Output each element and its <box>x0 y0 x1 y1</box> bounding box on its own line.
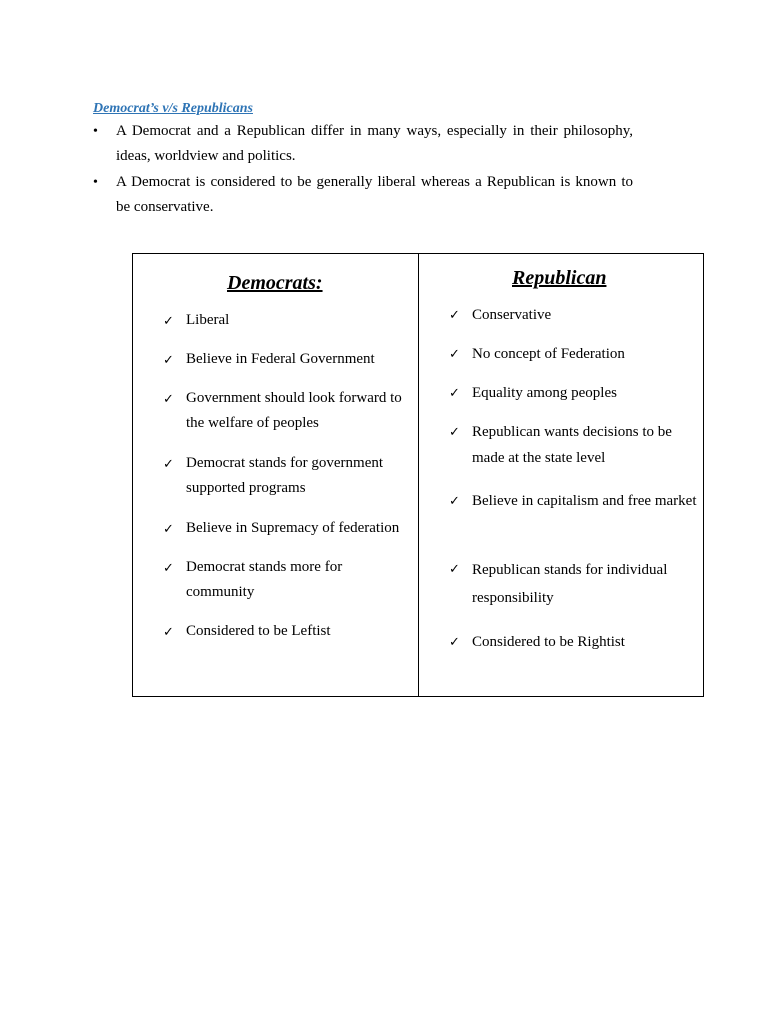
check-icon: ✓ <box>163 456 174 471</box>
republican-item-text: Considered to be Rightist <box>472 634 625 650</box>
check-icon: ✓ <box>449 493 460 508</box>
check-icon: ✓ <box>449 385 460 400</box>
republican-item-text: Republican stands for individual responsibility <box>472 562 668 606</box>
column-divider <box>418 254 419 696</box>
bullet-icon: • <box>93 124 98 139</box>
document-heading: Democrat’s v/s Republicans <box>93 101 253 116</box>
democrats-item <box>163 308 413 333</box>
democrats-item-text: Considered to be Leftist <box>186 623 331 639</box>
democrats-item-text: Democrat stands more for community <box>186 559 343 600</box>
intro-bullet-item <box>93 119 633 169</box>
intro-bullet-item <box>93 170 633 220</box>
republican-item <box>449 419 699 471</box>
republican-item-text: Equality among peoples <box>472 385 617 401</box>
check-icon: ✓ <box>163 624 174 639</box>
republican-item <box>449 380 699 406</box>
republican-title: Republican <box>512 267 607 289</box>
democrats-item-text: Believe in Federal Government <box>186 351 375 367</box>
check-icon: ✓ <box>449 424 460 439</box>
democrats-item <box>163 555 413 605</box>
intro-bullet-text: A Democrat is considered to be generally liberal whereas a Republican is known to be conservative. <box>116 174 633 215</box>
democrats-item-text: Government should look forward to the welfare of peoples <box>186 390 402 431</box>
democrats-item <box>163 386 413 436</box>
republican-item-text: Conservative <box>472 307 552 323</box>
check-icon: ✓ <box>449 634 460 649</box>
republican-item <box>449 341 699 367</box>
republican-item <box>449 556 699 612</box>
republican-item <box>449 629 699 655</box>
check-icon: ✓ <box>163 352 174 367</box>
democrats-item-text: Democrat stands for government supported programs <box>186 455 384 496</box>
check-icon: ✓ <box>449 346 460 361</box>
democrats-item <box>163 516 413 541</box>
bullet-icon: • <box>93 175 98 190</box>
democrats-item <box>163 619 413 644</box>
democrats-item <box>163 347 413 372</box>
check-icon: ✓ <box>163 521 174 536</box>
republican-item-text: No concept of Federation <box>472 346 625 362</box>
republican-item <box>449 302 699 328</box>
intro-bullet-list <box>93 119 633 221</box>
democrats-item-text: Believe in Supremacy of federation <box>186 520 400 536</box>
comparison-table <box>132 253 704 697</box>
check-icon: ✓ <box>449 307 460 322</box>
democrats-item-text: Liberal <box>186 312 230 328</box>
check-icon: ✓ <box>163 313 174 328</box>
check-icon: ✓ <box>449 561 460 576</box>
check-icon: ✓ <box>163 391 174 406</box>
democrats-item <box>163 451 413 501</box>
check-icon: ✓ <box>163 560 174 575</box>
republican-item <box>449 487 699 515</box>
intro-bullet-text: A Democrat and a Republican differ in many ways, especially in their philosophy, ideas, worldview and politics. <box>116 123 633 164</box>
republican-item-text: Republican wants decisions to be made at the state level <box>472 424 672 466</box>
republican-item-text: Believe in capitalism and free market <box>472 493 697 509</box>
democrats-title: Democrats: <box>227 272 323 294</box>
